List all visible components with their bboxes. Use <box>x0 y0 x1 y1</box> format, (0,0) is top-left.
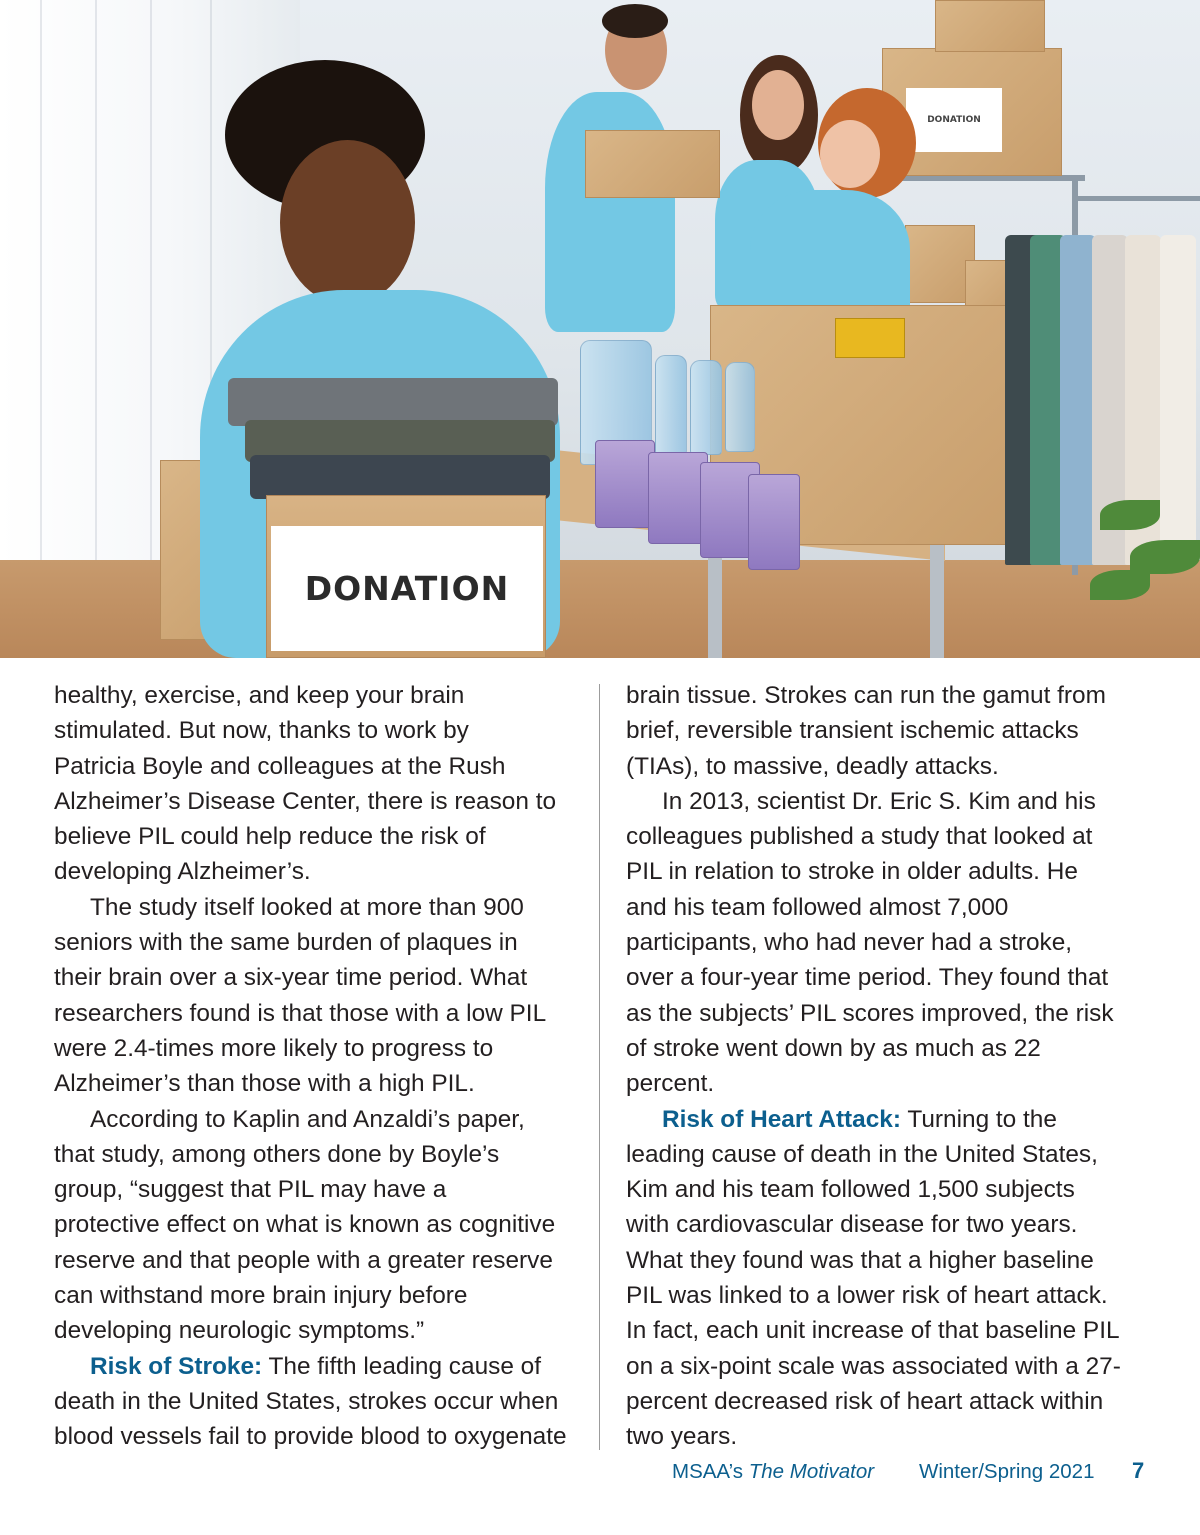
text-line: protective effect on what is known as cognitive <box>54 1211 556 1239</box>
donation-box-label: DONATION <box>271 526 543 651</box>
table-leg <box>930 540 944 658</box>
plant-leaf <box>1100 500 1160 530</box>
footer-issue: Winter/Spring 2021 <box>919 1460 1095 1483</box>
supply-pack <box>648 452 708 544</box>
text-line: Alzheimer’s Disease Center, there is reason to <box>54 787 557 815</box>
text-line: believe PIL could help reduce the risk of <box>54 823 486 851</box>
text-line <box>54 1349 582 1384</box>
footer-publication <box>672 1460 874 1484</box>
box-label-back: DONATION <box>906 88 1002 152</box>
paragraph <box>54 1102 582 1349</box>
text-run: The fifth leading cause of <box>262 1352 542 1380</box>
text-line: In fact, each unit increase of that baseline PIL <box>626 1317 1120 1345</box>
text-line <box>626 1102 1148 1137</box>
text-line: researchers found is that those with a low PIL <box>54 999 547 1027</box>
water-bottle <box>725 362 755 452</box>
supply-pack <box>595 440 655 528</box>
text-line: What they found was that a higher baseline <box>626 1246 1094 1274</box>
text-line: percent decreased risk of heart attack within <box>626 1387 1104 1415</box>
text-line: their brain over a six-year time period. What <box>54 964 528 992</box>
hanging-garment <box>1060 235 1096 565</box>
text-line: can withstand more brain injury before <box>54 1282 468 1310</box>
supply-pack <box>748 474 800 570</box>
plant-leaf <box>1130 540 1200 574</box>
page-footer <box>640 1458 1150 1488</box>
text-line: on a six-point scale was associated with a 27- <box>626 1352 1121 1380</box>
text-line: death in the United States, strokes occur when <box>54 1387 559 1415</box>
paragraph <box>54 678 582 890</box>
paragraph <box>54 1349 582 1455</box>
text-line: that study, among others done by Boyle’s <box>54 1140 500 1168</box>
text-line: seniors with the same burden of plaques in <box>54 929 518 957</box>
text-line: over a four-year time period. They found that <box>626 964 1109 992</box>
text-line: developing neurologic symptoms.” <box>54 1317 425 1345</box>
text-line: two years. <box>626 1423 738 1451</box>
text-line: percent. <box>626 1070 715 1098</box>
hero-photo <box>0 0 1200 658</box>
page-number: 7 <box>1132 1458 1145 1483</box>
text-line: were 2.4-times more likely to progress to <box>54 1034 494 1062</box>
text-line: brain tissue. Strokes can run the gamut from <box>626 682 1106 709</box>
hanging-garment <box>1160 235 1196 565</box>
column-divider <box>599 684 600 1450</box>
paragraph <box>626 784 1148 1102</box>
text-line: reserve and that people with a greater reserve <box>54 1246 553 1274</box>
text-line: as the subjects’ PIL scores improved, the risk <box>626 999 1114 1027</box>
paragraph <box>626 1102 1148 1455</box>
text-run: Turning to the <box>901 1105 1057 1133</box>
tape-roll <box>835 318 905 358</box>
subheading-risk-of-stroke: Risk of Stroke: <box>90 1352 263 1380</box>
text-line: According to Kaplin and Anzaldi’s paper, <box>90 1105 525 1133</box>
paragraph <box>626 678 1148 784</box>
cardboard-box <box>935 0 1045 52</box>
water-bottle <box>690 360 722 455</box>
volunteer-head <box>752 70 804 140</box>
text-line: and his team followed almost 7,000 <box>626 893 1009 921</box>
plant-leaf <box>1090 570 1150 600</box>
text-line: developing Alzheimer’s. <box>54 858 311 886</box>
text-line: PIL in relation to stroke in older adults. He <box>626 858 1078 886</box>
text-line: In 2013, scientist Dr. Eric S. Kim and his <box>662 787 1096 815</box>
paragraph <box>54 890 582 1102</box>
text-line: with cardiovascular disease for two years. <box>626 1211 1078 1239</box>
right-column <box>626 678 1148 1455</box>
text-line: colleagues published a study that looked at <box>626 823 1093 851</box>
text-line: participants, who had never had a stroke, <box>626 929 1073 957</box>
volunteer-hair <box>602 4 668 38</box>
footer-publisher: MSAA’s <box>672 1460 749 1483</box>
subheading-risk-of-heart-attack: Risk of Heart Attack: <box>662 1105 901 1133</box>
text-line: Alzheimer’s than those with a high PIL. <box>54 1070 475 1098</box>
volunteer-shirt <box>545 92 675 332</box>
text-line: Patricia Boyle and colleagues at the Rush <box>54 752 506 780</box>
text-line: of stroke went down by as much as 22 <box>626 1034 1041 1062</box>
footer-magazine-title: The Motivator <box>748 1460 875 1483</box>
text-line: PIL was linked to a lower risk of heart attack. <box>626 1282 1108 1310</box>
text-line: Kim and his team followed 1,500 subjects <box>626 1176 1075 1204</box>
text-line: The study itself looked at more than 900 <box>90 893 524 921</box>
volunteer-head <box>280 140 415 305</box>
water-bottle <box>655 355 687 455</box>
text-line: leading cause of death in the United States, <box>626 1140 1098 1168</box>
text-line: group, “suggest that PIL may have a <box>54 1176 447 1204</box>
cardboard-box <box>585 130 720 198</box>
text-line: healthy, exercise, and keep your brain <box>54 682 465 709</box>
donation-box <box>266 495 546 658</box>
text-line: stimulated. But now, thanks to work by <box>54 717 469 745</box>
left-column <box>54 678 582 1455</box>
clothing-rack-bar <box>1072 196 1200 201</box>
text-line: (TIAs), to massive, deadly attacks. <box>626 752 999 780</box>
volunteer-head <box>820 120 880 188</box>
text-line: brief, reversible transient ischemic attacks <box>626 717 1079 745</box>
folded-clothes <box>250 455 550 499</box>
text-line: blood vessels fail to provide blood to oxygenate <box>54 1423 567 1451</box>
folded-clothes <box>228 378 558 426</box>
